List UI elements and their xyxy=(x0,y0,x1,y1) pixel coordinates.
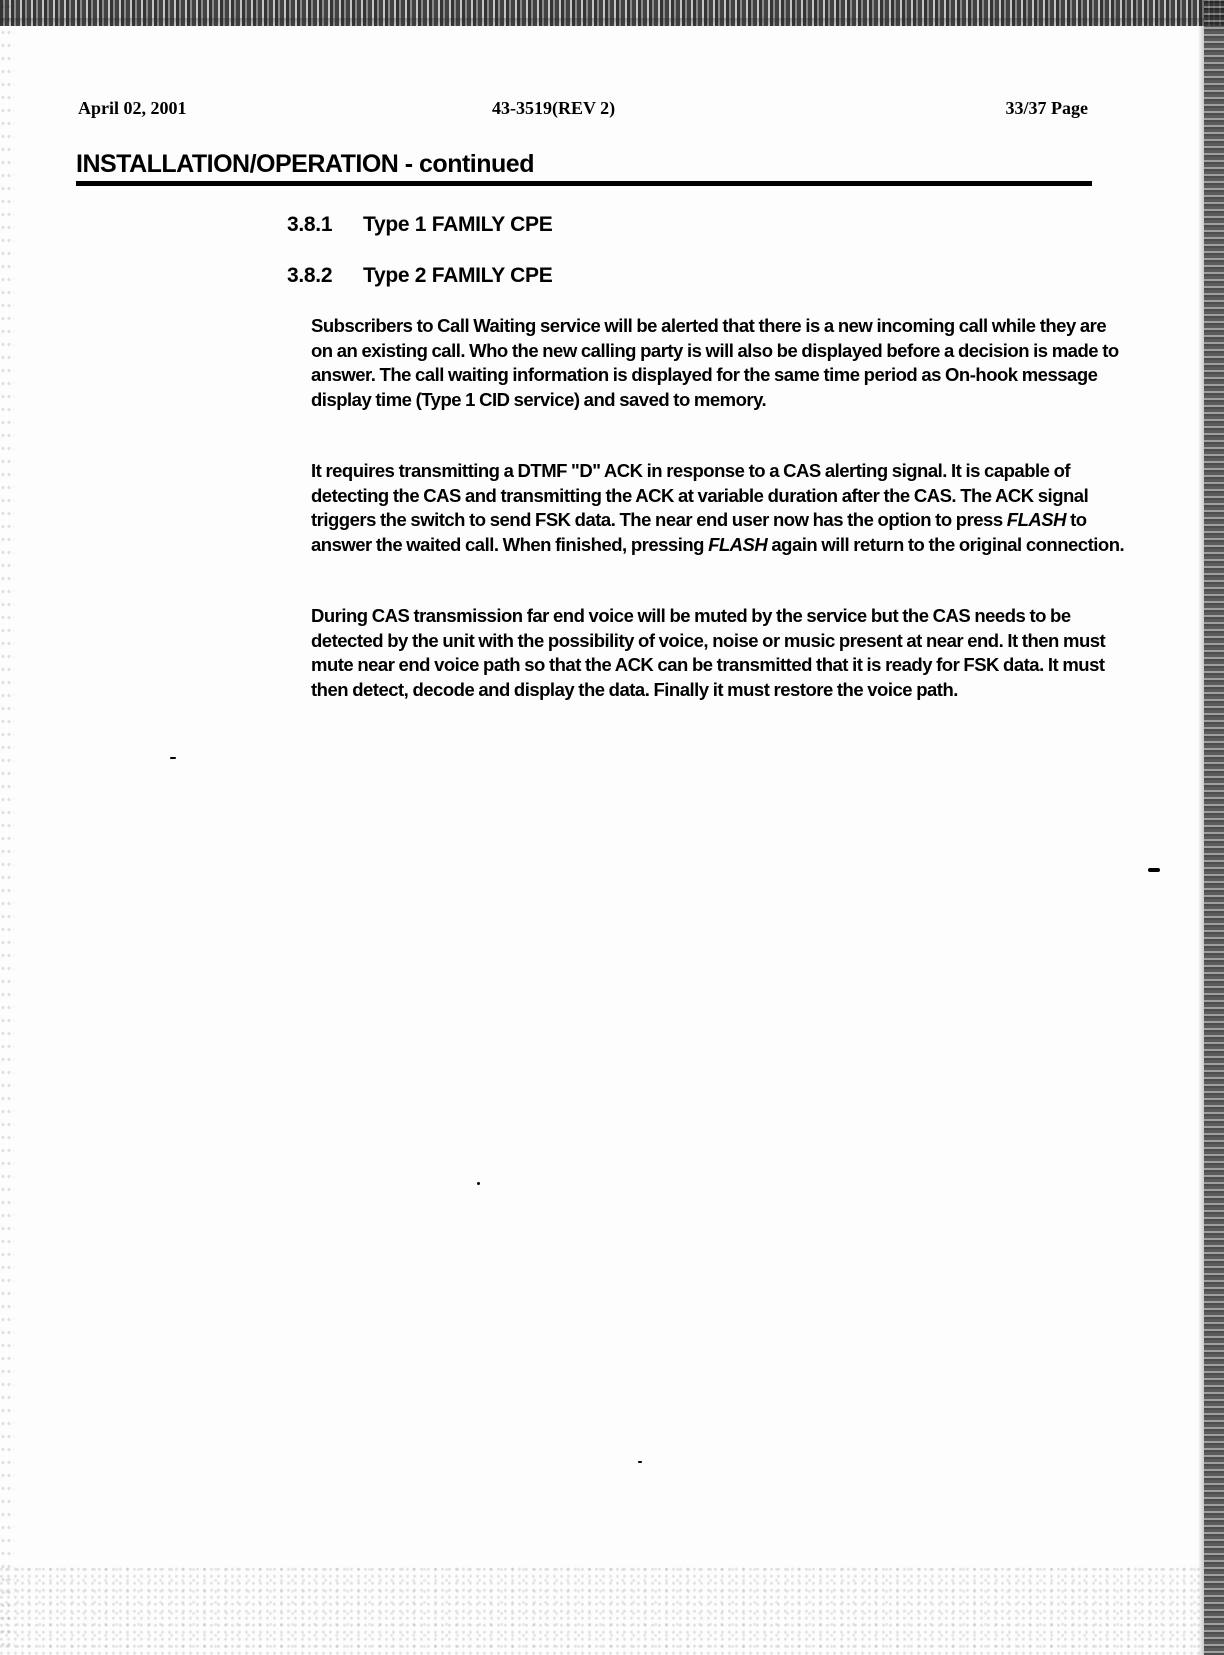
header-page-number: 33/37 Page xyxy=(1005,98,1088,118)
paragraph-text: Subscribers to Call Waiting service will be alerted that there is a new incoming call while they are on an existing call. Who the new calling party is will also be displayed before a decision is made to answer. The call waiting information is displayed for the same time period as On-hook message display time (Type 1 CID service) and saved to memory. xyxy=(311,315,1119,410)
flash-key-label: FLASH xyxy=(1006,509,1066,530)
scan-artifact-top xyxy=(0,0,1224,26)
section-title: INSTALLATION/OPERATION - continued xyxy=(76,150,534,178)
scan-speck xyxy=(1148,868,1160,872)
subsection-number: 3.8.1 xyxy=(287,213,333,236)
scan-artifact-bottom xyxy=(0,1565,1204,1655)
subsection-number: 3.8.2 xyxy=(287,264,333,287)
paragraph-dtmf-ack xyxy=(311,459,1131,557)
scan-artifact-right xyxy=(1204,0,1224,1655)
paragraph-text xyxy=(311,459,1131,557)
subsection-3-8-2 xyxy=(287,264,552,288)
subsection-title: Type 2 FAMILY CPE xyxy=(363,264,553,287)
paragraph-cas-transmission xyxy=(311,604,1131,702)
header-date: April 02, 2001 xyxy=(78,98,187,118)
paragraph-text-segment: to answer the waited call. When finished, pressing xyxy=(311,509,1087,555)
subsection-3-8-1 xyxy=(287,213,552,237)
scan-speck xyxy=(477,1182,480,1185)
flash-key-label: FLASH xyxy=(708,533,768,555)
paragraph-text-segment: It requires transmitting a DTMF "D" ACK in response to a CAS alerting signal. It is capable of detecting the CAS and transmitting the ACK at variable duration after the CAS. The ACK signal triggers the switch to send FSK data. The near end user now has the option to press xyxy=(311,460,1089,530)
paragraph-text-segment: again will return to the original connection. xyxy=(767,533,1125,555)
scan-artifact-left xyxy=(0,0,14,1655)
subsection-title: Type 1 FAMILY CPE xyxy=(363,213,553,236)
scan-speck xyxy=(170,757,176,759)
paragraph-call-waiting-alert xyxy=(311,314,1131,412)
section-divider xyxy=(76,181,1092,186)
paragraph-text: During CAS transmission far end voice will be muted by the service but the CAS needs to be detected by the unit with the possibility of voice, noise or music present at near end. It then must mute near end voice path so that the ACK can be transmitted that it is ready for FSK data. It must then detect, decode and display the data. Finally it must restore the voice path. xyxy=(311,605,1106,700)
running-header xyxy=(78,98,1088,122)
scan-speck xyxy=(638,1461,642,1463)
header-doc-number: 43-3519(REV 2) xyxy=(492,98,616,118)
